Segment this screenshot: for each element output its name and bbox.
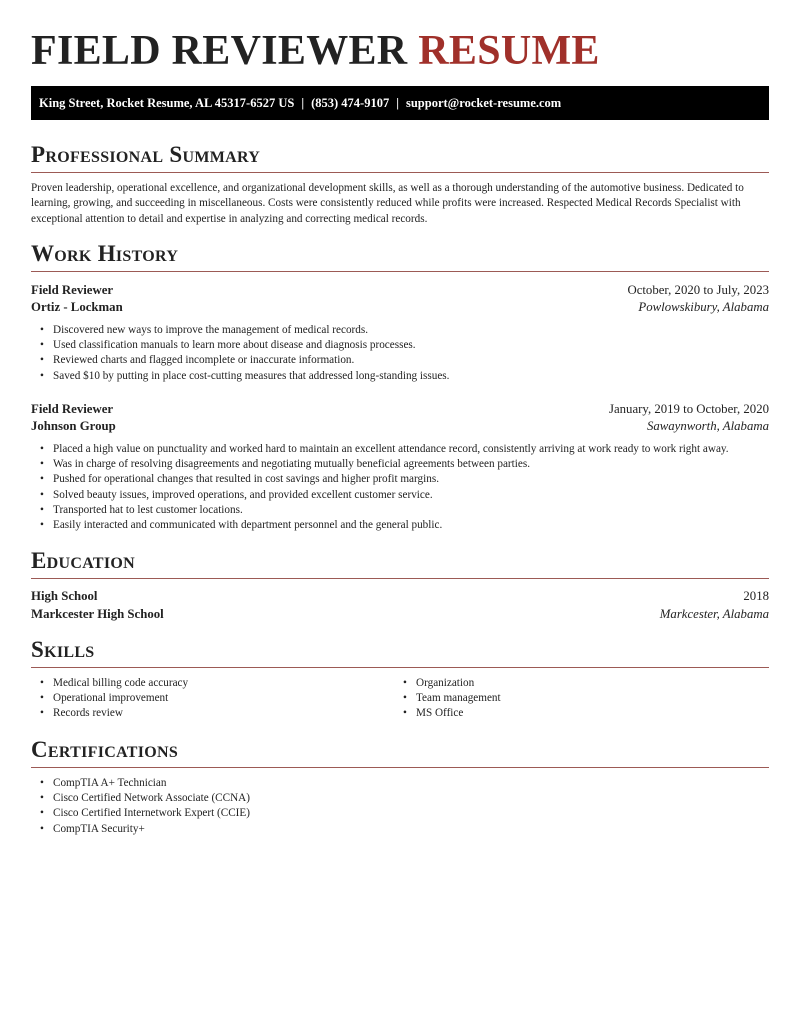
job-2-dates: January, 2019 to October, 2020 [608, 402, 769, 416]
contact-bar [31, 86, 769, 120]
list-item: • Cisco Certified Network Associate (CCNA) [53, 791, 250, 806]
education-school-row [31, 606, 769, 622]
contact-address: King Street, Rocket Resume, AL 45317-6527 US [39, 96, 295, 110]
job-2-title: Field Reviewer [31, 402, 114, 416]
list-item: • Team management [416, 691, 501, 706]
education-degree-row [31, 588, 769, 604]
job-1-company: Ortiz - Lockman [31, 300, 123, 314]
list-item: • Cisco Certified Internetwork Expert (CCIE) [53, 806, 250, 821]
list-item: • Pushed for operational changes that resulted in cost savings and higher profit margins. [53, 472, 729, 487]
education-year: 2018 [743, 589, 769, 603]
list-item: • CompTIA Security+ [53, 822, 250, 837]
contact-separator: | [396, 96, 399, 110]
certifications-list [53, 776, 250, 837]
list-item: • Easily interacted and communicated with department personnel and the general public. [53, 518, 729, 533]
job-2-title-row [31, 401, 769, 417]
contact-email: support@rocket-resume.com [405, 96, 562, 110]
list-item: • Solved beauty issues, improved operations, and provided excellent customer service. [53, 488, 729, 503]
certifications-heading-text: Certifications [31, 737, 179, 762]
work-heading-text: Work History [31, 241, 179, 266]
job-2-bullets [53, 442, 729, 533]
list-item: • CompTIA A+ Technician [53, 776, 250, 791]
list-item: • Used classification manuals to learn more about disease and diagnosis processes. [53, 338, 449, 353]
job-2-location: Sawaynworth, Alabama [646, 419, 769, 433]
certifications-heading [31, 737, 769, 768]
education-degree: High School [31, 589, 98, 603]
summary-heading-text: Professional Summary [31, 142, 261, 167]
education-heading-text: Education [31, 548, 135, 573]
job-1-title: Field Reviewer [31, 283, 114, 297]
list-item: • Saved $10 by putting in place cost-cutting measures that addressed long-standing issues. [53, 369, 449, 384]
skills-heading-text: Skills [31, 637, 95, 662]
skills-heading [31, 637, 769, 668]
list-item: • Placed a high value on punctuality and worked hard to maintain an excellent attendance record, consistently arriving at work ready to work right away. [53, 442, 729, 457]
job-1-title-row [31, 282, 769, 298]
list-item: • Organization [416, 676, 501, 691]
list-item: • Medical billing code accuracy [53, 676, 188, 691]
education-heading [31, 548, 769, 579]
list-item: • Transported hat to lest customer locations. [53, 503, 729, 518]
contact-separator: | [301, 96, 305, 110]
job-1-location: Powlowskibury, Alabama [638, 300, 769, 314]
list-item: • MS Office [416, 706, 501, 721]
skills-left-list [53, 676, 188, 722]
list-item: • Discovered new ways to improve the management of medical records. [53, 323, 449, 338]
list-item: • Reviewed charts and flagged incomplete or inaccurate information. [53, 353, 449, 368]
education-school: Markcester High School [31, 607, 164, 621]
job-2-company-row [31, 418, 769, 434]
summary-heading [31, 142, 769, 173]
job-1-bullets [53, 323, 449, 384]
list-item: • Records review [53, 706, 188, 721]
skills-right-list [416, 676, 501, 722]
education-location: Markcester, Alabama [659, 607, 769, 621]
contact-phone: (853) 474-9107 [311, 96, 390, 110]
title-main: FIELD REVIEWER [31, 28, 408, 74]
resume-title [31, 27, 600, 75]
list-item: • Operational improvement [53, 691, 188, 706]
summary-text: Proven leadership, operational excellence, and organizational development skills, as well as a thorough understanding of the automotive business. Dedicated to learning, growing, and succeeding in miscellaneous. Costs were consistently reduced while profits were increased. Respected Medical Records Specialist with exceptional attention to detail and expertise in analyzing and correcting medical records. [31, 182, 744, 225]
job-1-dates: October, 2020 to July, 2023 [627, 283, 769, 297]
list-item: • Was in charge of resolving disagreements and negotiating mutually beneficial agreements between parties. [53, 457, 729, 472]
work-heading [31, 241, 769, 272]
job-2-company: Johnson Group [31, 419, 116, 433]
job-1-company-row [31, 299, 769, 315]
title-accent: RESUME [418, 28, 600, 74]
